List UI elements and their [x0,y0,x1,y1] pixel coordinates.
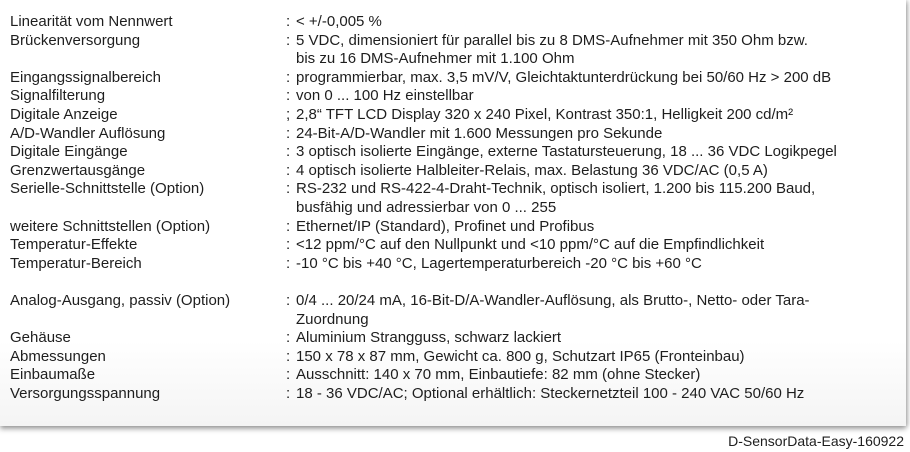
spec-value [296,162,902,181]
spec-value [296,218,902,237]
spec-label: weitere Schnittstellen (Option) [10,217,211,235]
spec-value [296,366,902,385]
spec-value [296,329,902,348]
spec-value-line: bis zu 16 DMS-Aufnehmer mit 1.100 Ohm [296,50,575,68]
spec-value-line: <12 ppm/°C auf den Nullpunkt und <10 ppm/°C auf die Empfindlichkeit [296,236,765,254]
spec-separator: : [286,217,291,235]
spec-value [296,106,902,125]
spec-value-line: 3 optisch isolierte Eingänge, externe Tastatursteuerung, 18 ... 36 VDC Logikpegel [296,143,837,161]
spec-label: Serielle-Schnittstelle (Option) [10,180,205,198]
spec-label: Signalfilterung [10,87,106,105]
spec-separator: : [286,124,291,142]
spec-value-line: 24-Bit-A/D-Wandler mit 1.600 Messungen pro Sekunde [296,124,663,142]
spec-value [296,292,902,329]
spec-label: Linearität vom Nennwert [10,13,173,30]
spec-value-line: Ausschnitt: 140 x 70 mm, Einbautiefe: 82 mm (ohne Stecker) [296,366,701,384]
spec-value [296,255,902,274]
spec-row-serial-interface [10,180,902,217]
spec-table [10,13,902,403]
spec-value-line: Aluminium Strangguss, schwarz lackiert [296,329,562,347]
spec-label: Eingangssignalbereich [10,68,161,86]
spec-value [296,125,902,144]
spec-value-line: von 0 ... 100 Hz einstellbar [296,87,474,105]
spec-separator: : [286,384,291,402]
spec-separator: : [286,68,291,86]
spec-value-line: 150 x 78 x 87 mm, Gewicht ca. 800 g, Schutzart IP65 (Fronteinbau) [296,347,745,365]
spec-value-line: busfähig und adressierbar von 0 ... 255 [296,198,557,216]
spec-separator: : [286,87,291,105]
spec-row-bridge-supply [10,32,902,69]
spec-label: Gehäuse [10,329,71,347]
spec-separator: : [286,143,291,161]
spec-row-dimensions [10,348,902,367]
spec-row-temperature-range [10,255,902,274]
spec-value [296,143,902,162]
spec-label: Temperatur-Bereich [10,254,142,272]
spec-value [296,236,902,255]
spec-row-analog-output [10,292,902,329]
spec-label: Digitale Anzeige [10,105,118,123]
spec-value [296,13,902,32]
spec-label: Abmessungen [10,347,106,365]
spec-value-line: 18 - 36 VDC/AC; Optional erhältlich: Steckernetzteil 100 - 240 VAC 50/60 Hz [296,384,805,402]
spec-value [296,180,902,217]
spec-row-input-range [10,69,902,88]
spec-row-temperature-effects [10,236,902,255]
spec-value [296,385,902,404]
spec-row-filtering [10,87,902,106]
spec-label: Digitale Eingänge [10,143,128,161]
spec-value-line: programmierbar, max. 3,5 mV/V, Gleichtaktunterdrückung bei 50/60 Hz > 200 dB [296,68,832,86]
spec-separator: : [286,366,291,384]
spec-value-line: 2,8“ TFT LCD Display 320 x 240 Pixel, Kontrast 350:1, Helligkeit 200 cd/m² [296,105,794,123]
spec-row-display [10,106,902,125]
spec-separator: : [286,347,291,365]
spec-label: Einbaumaße [10,366,96,384]
spec-row-linearity [10,13,902,32]
spec-label: Temperatur-Effekte [10,236,138,254]
spec-label: Analog-Ausgang, passiv (Option) [10,291,231,309]
spec-value [296,87,902,106]
spec-value [296,69,902,88]
spec-value-line: 5 VDC, dimensioniert für parallel bis zu 8 DMS-Aufnehmer mit 350 Ohm bzw. [296,31,808,49]
spec-value-line: < +/-0,005 % [296,13,382,30]
spec-label: Versorgungsspannung [10,384,161,402]
spec-row-limit-outputs [10,162,902,181]
spec-separator: : [286,31,291,49]
spec-row-housing [10,329,902,348]
spec-separator: : [286,329,291,347]
spec-value-line: 0/4 ... 20/24 mA, 16-Bit-D/A-Wandler-Auflösung, als Brutto-, Netto- oder Tara- [296,291,810,309]
spec-separator: : [286,291,291,309]
spec-value-line: -10 °C bis +40 °C, Lagertemperaturbereich -20 °C bis +60 °C [296,254,702,272]
spec-separator: : [286,236,291,254]
spec-row-power-supply [10,385,902,404]
spec-label: Grenzwertausgänge [10,161,146,179]
spec-separator: : [286,161,291,179]
spec-value [296,348,902,367]
spec-value-line: RS-232 und RS-422-4-Draht-Technik, optisch isoliert, 1.200 bis 115.200 Baud, [296,180,816,198]
document-code: D-SensorData-Easy-160922 [728,433,904,449]
spec-separator: : [286,254,291,272]
spec-separator: ; [286,105,291,123]
spec-separator: : [286,13,291,30]
spec-value-line: Zuordnung [296,310,369,328]
spec-row-mounting [10,366,902,385]
spec-label: Brückenversorgung [10,31,141,49]
spec-row-other-interfaces [10,218,902,237]
spec-row-digital-inputs [10,143,902,162]
spec-separator: : [286,180,291,198]
spec-value-line: Ethernet/IP (Standard), Profinet und Profibus [296,217,595,235]
spec-row-adc [10,125,902,144]
spec-value-line: 4 optisch isolierte Halbleiter-Relais, max. Belastung 36 VDC/AC (0,5 A) [296,161,768,179]
spec-label: A/D-Wandler Auflösung [10,124,166,142]
spec-value [296,32,902,69]
